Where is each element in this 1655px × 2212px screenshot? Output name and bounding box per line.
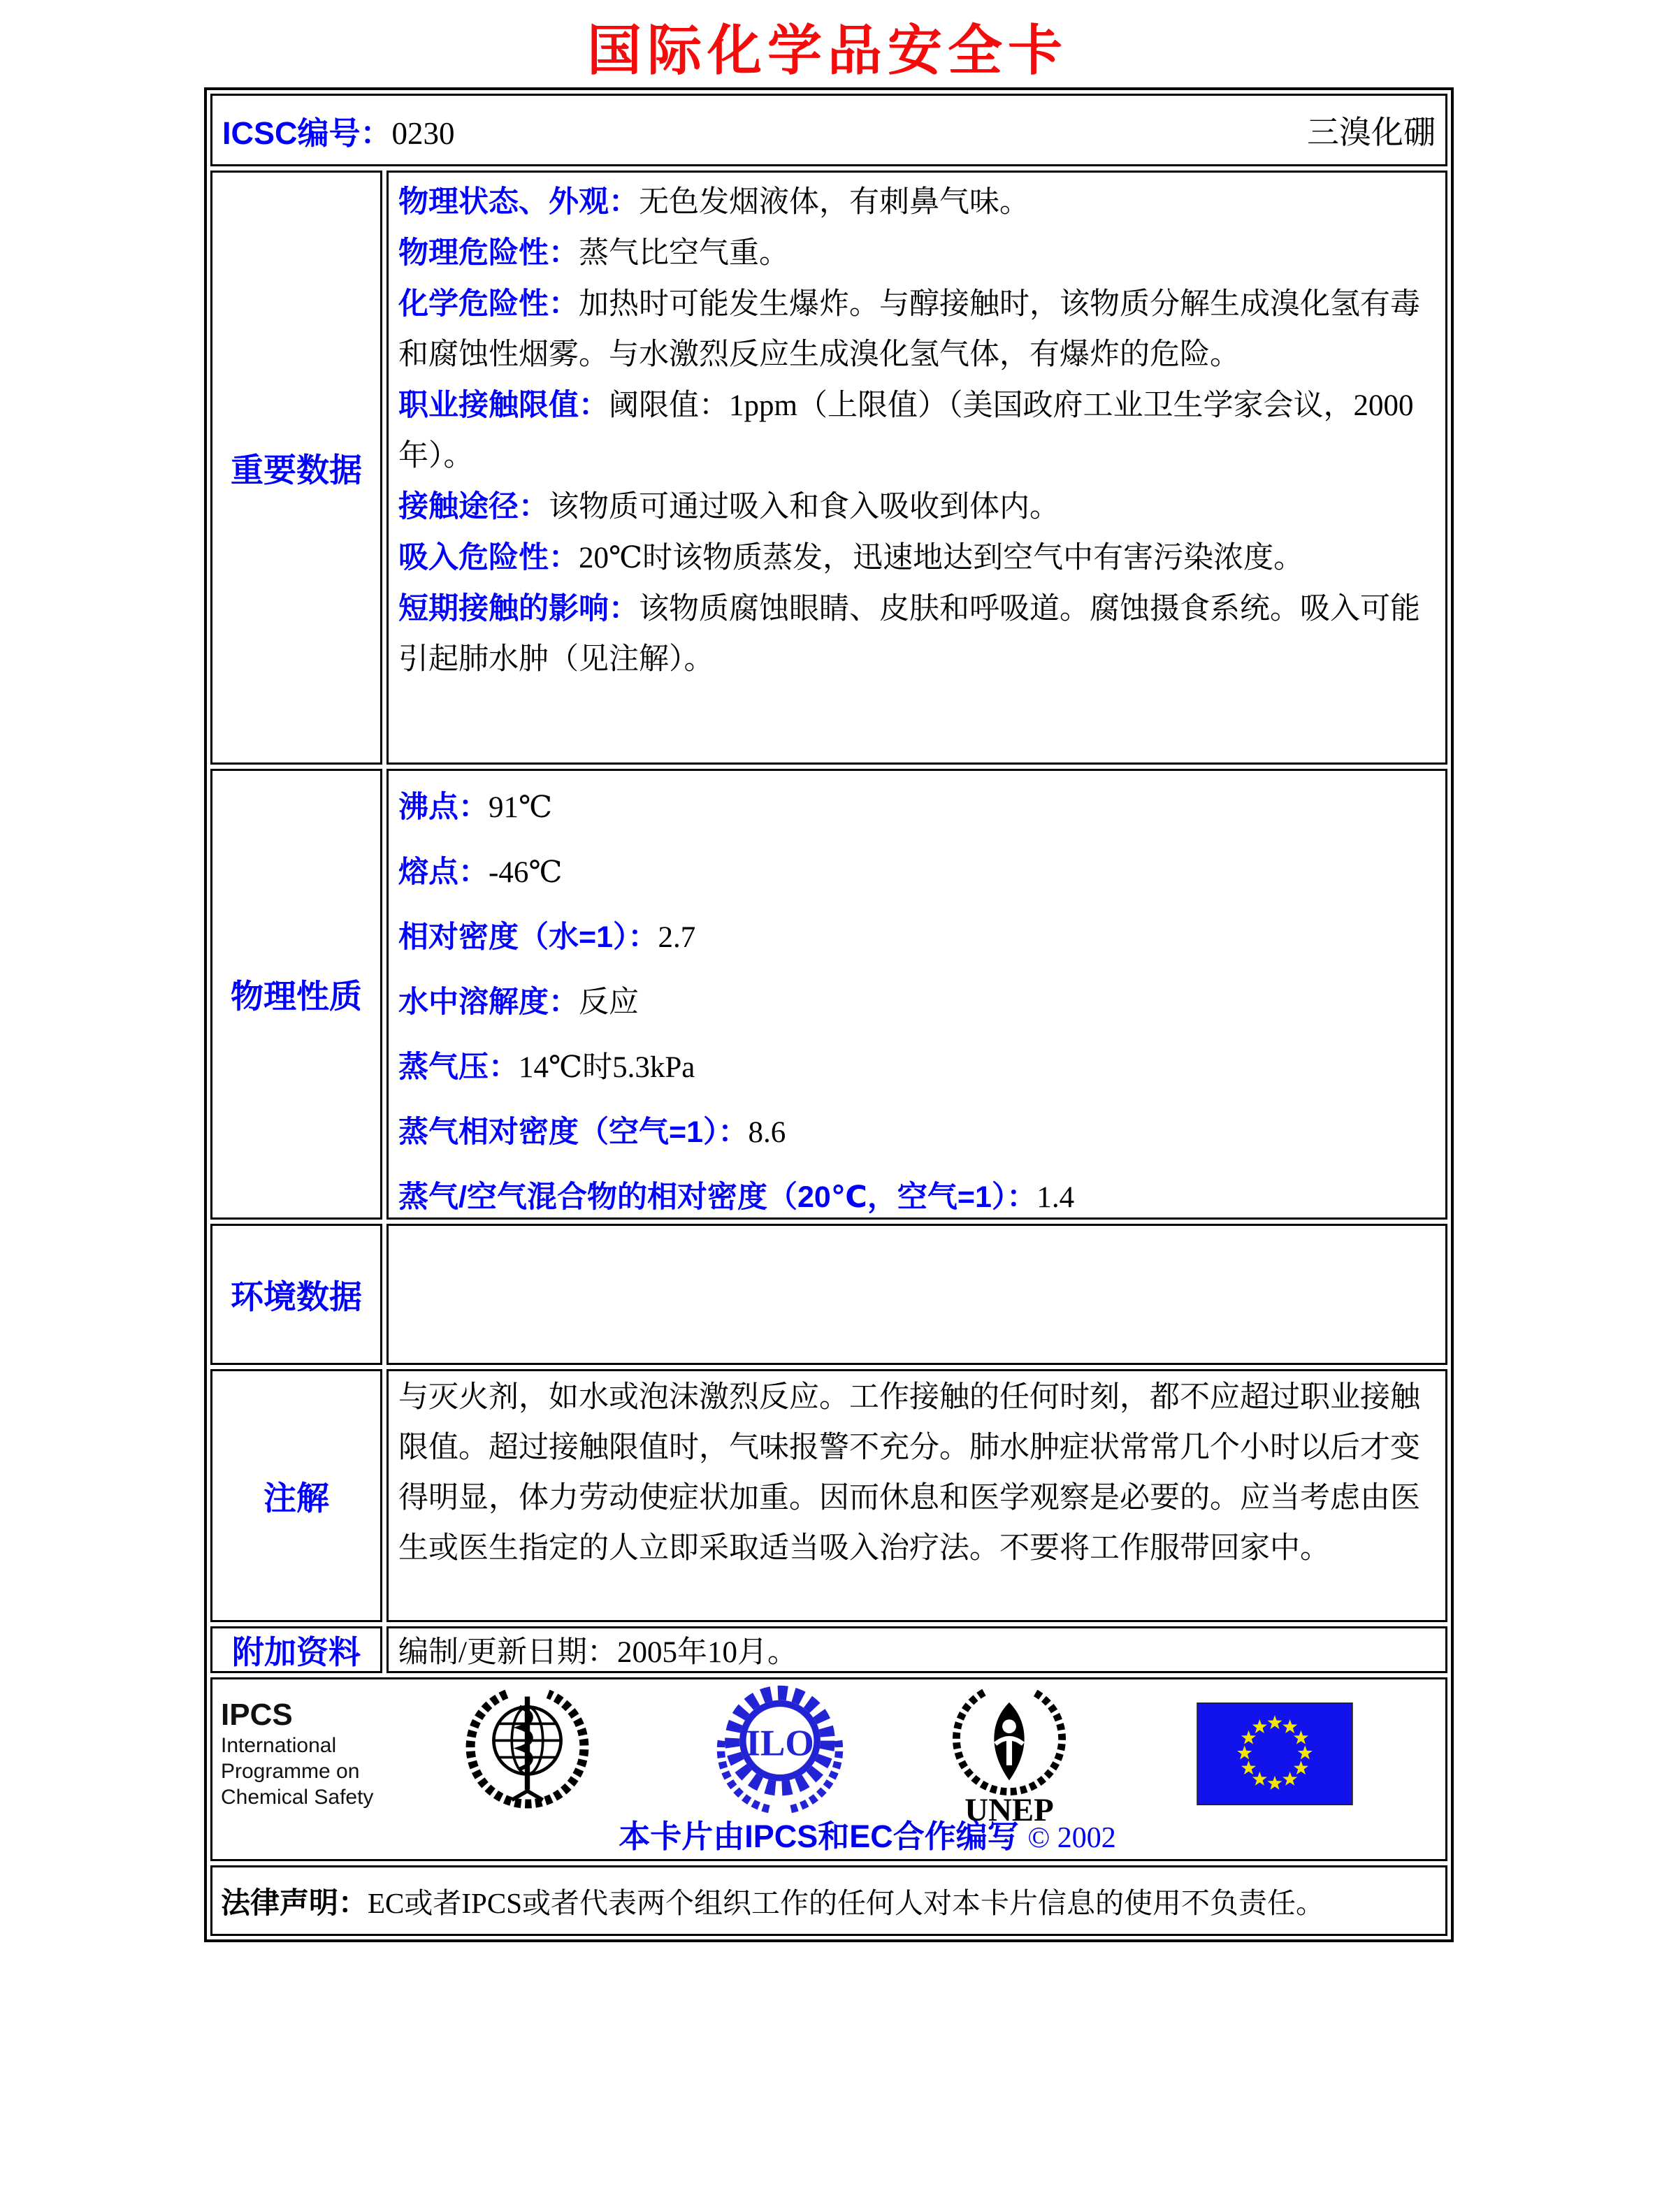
entry-text: 阈限值：1ppm（上限值）（美国政府工业卫生学家会议，2000年）。 (398, 389, 1414, 472)
entry-physical-state (398, 177, 1436, 228)
entry-text: 该物质可通过吸入和食入吸收到体内。 (549, 491, 1060, 523)
entry-text: 1.4 (1036, 1181, 1075, 1214)
physical-properties-row (210, 769, 1447, 1220)
who-logo-icon (463, 1684, 592, 1813)
important-data-row (210, 171, 1447, 765)
ilo-logo-icon (711, 1682, 848, 1815)
entry-exposure-route (398, 482, 1436, 533)
entry-vapor-density (398, 1100, 1436, 1165)
entry-vapor-air-density (398, 1165, 1436, 1220)
ipcs-subtitle-line3: Chemical Safety (221, 1786, 374, 1809)
icsc-number-label: ICSC编号： (222, 115, 392, 151)
legal-notice-text: EC或者IPCS或者代表两个组织工作的任何人对本卡片信息的使用不负责任。 (368, 1887, 1325, 1919)
entry-text: 14℃时5.3kPa (519, 1051, 695, 1084)
row-label-important-data: 重要数据 (210, 171, 382, 765)
logos-cell (210, 1677, 1447, 1861)
entry-relative-density (398, 905, 1436, 970)
entry-label: 蒸气/空气混合物的相对密度（20℃，空气=1）： (398, 1180, 1037, 1214)
entry-text: 91℃ (489, 791, 553, 824)
entry-water-solubility (398, 970, 1436, 1035)
entry-label: 短期接触的影响： (398, 592, 639, 626)
entry-chemical-danger (398, 279, 1436, 380)
entry-vapor-pressure (398, 1035, 1436, 1100)
update-date-text: 编制/更新日期：2005年10月。 (398, 1636, 797, 1669)
entry-text: 反应 (579, 986, 639, 1019)
entry-label: 熔点： (398, 855, 489, 889)
entry-text: 蒸气比空气重。 (579, 237, 789, 270)
entry-text: -46℃ (489, 856, 563, 889)
entry-text: 20℃时该物质蒸发，迅速地达到空气中有害污染浓度。 (579, 542, 1304, 574)
page-title: 国际化学品安全卡 (586, 20, 1068, 81)
physical-properties-content (386, 769, 1447, 1220)
entry-label: 职业接触限值： (398, 389, 609, 422)
ipcs-title: IPCS (221, 1698, 293, 1732)
entry-text: 该物质腐蚀眼睛、皮肤和呼吸道。腐蚀摄食系统。吸入可能引起肺水肿（见注解）。 (398, 593, 1420, 676)
unep-logo-icon (946, 1684, 1072, 1827)
entry-label: 水中溶解度： (398, 985, 579, 1019)
entry-label: 沸点： (398, 790, 489, 824)
entry-label: 吸入危险性： (398, 541, 579, 574)
credit-line (251, 1811, 1484, 1856)
legal-notice-cell (210, 1865, 1447, 1936)
header-cell (210, 94, 1447, 166)
ipcs-block (221, 1698, 373, 1810)
unep-logo-text: UNEP (964, 1792, 1054, 1827)
legal-notice-label: 法律声明： (221, 1886, 368, 1919)
entry-label: 相对密度（水=1）： (398, 920, 658, 954)
entry-inhalation-risk (398, 533, 1436, 584)
important-data-content (386, 171, 1447, 765)
entry-label: 物理危险性： (398, 236, 579, 270)
entry-boiling-point (398, 775, 1436, 840)
chemical-name: 三溴化硼 (1307, 115, 1436, 150)
entry-label: 接触途径： (398, 490, 549, 523)
entry-text: 8.6 (748, 1116, 786, 1149)
logos-row (210, 1677, 1447, 1861)
environmental-data-content (386, 1224, 1447, 1365)
entry-label: 蒸气压： (398, 1050, 519, 1084)
ipcs-subtitle-line2: Programme on (221, 1760, 360, 1783)
eu-flag-icon (1197, 1703, 1353, 1805)
ilo-logo-text: ILO (746, 1722, 814, 1764)
icsc-card-table (204, 87, 1454, 1942)
entry-melting-point (398, 840, 1436, 905)
environmental-data-row (210, 1224, 1447, 1365)
notes-row (210, 1369, 1447, 1622)
copyright-text: © 2002 (1027, 1822, 1116, 1854)
entry-label: 物理状态、外观： (398, 185, 639, 219)
legal-notice-row (210, 1865, 1447, 1936)
row-label-physical-properties: 物理性质 (210, 769, 382, 1220)
row-label-environmental-data: 环境数据 (210, 1224, 382, 1365)
additional-info-content (386, 1626, 1447, 1673)
header-row (210, 94, 1447, 166)
entry-label: 蒸气相对密度（空气=1）： (398, 1115, 749, 1149)
icsc-number (222, 108, 455, 153)
ipcs-subtitle-line1: International (221, 1734, 337, 1757)
entry-short-term-effects (398, 584, 1436, 685)
credit-text: 本卡片由IPCS和EC合作编写 (619, 1819, 1019, 1854)
row-label-additional-info: 附加资料 (210, 1626, 382, 1673)
additional-info-row (210, 1626, 1447, 1673)
notes-content (386, 1369, 1447, 1622)
entry-physical-danger (398, 228, 1436, 279)
icsc-number-value: 0230 (391, 115, 455, 151)
entry-text: 加热时可能发生爆炸。与醇接触时，该物质分解生成溴化氢有毒和腐蚀性烟雾。与水激烈反应生成溴化氢气体，有爆炸的危险。 (398, 288, 1420, 371)
notes-text: 与灭火剂，如水或泡沫激烈反应。工作接触的任何时刻，都不应超过职业接触限值。超过接触限值时，气味报警不充分。肺水肿症状常常几个小时以后才变得明显，体力劳动使症状加重。因而休息和医学观察是必要的。应当考虑由医生或医生指定的人立即采取适当吸入治疗法。不要将工作服带回家中。 (398, 1381, 1420, 1565)
entry-text: 无色发烟液体，有刺鼻气味。 (639, 186, 1029, 219)
entry-exposure-limit (398, 380, 1436, 482)
entry-label: 化学危险性： (398, 287, 579, 321)
row-label-notes: 注解 (210, 1369, 382, 1622)
entry-text: 2.7 (658, 921, 696, 954)
